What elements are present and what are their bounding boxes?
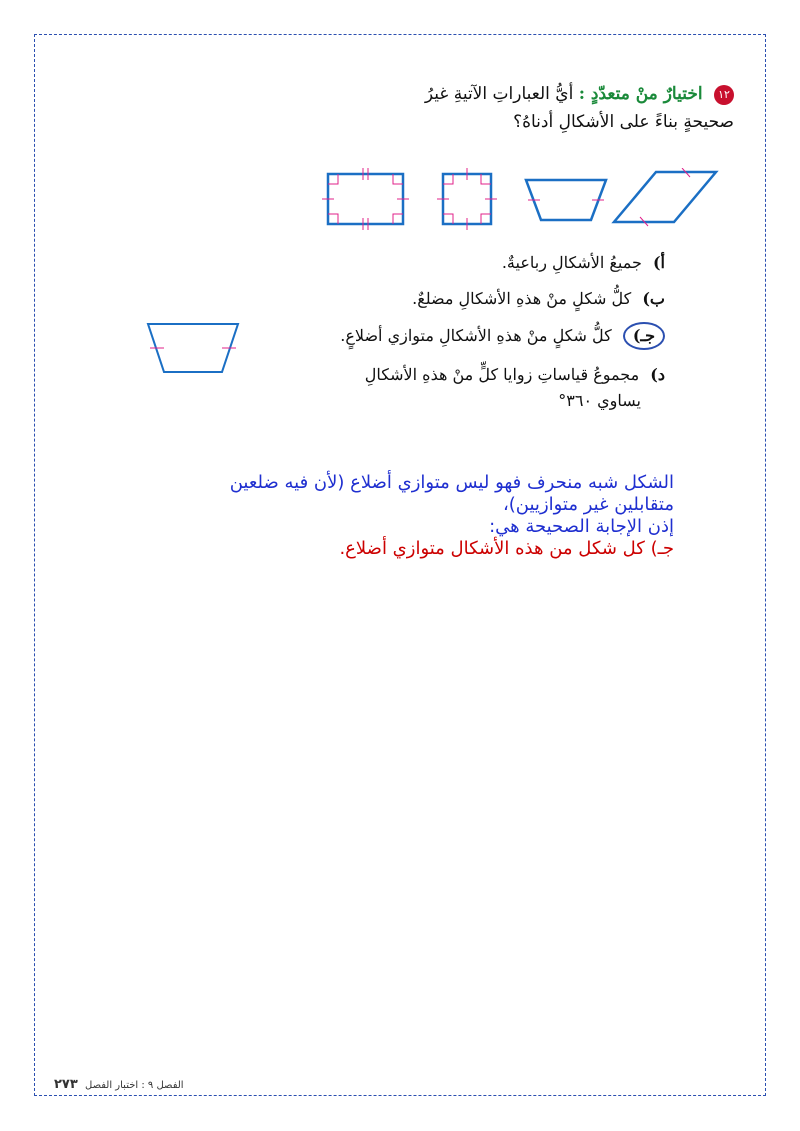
footer-text: الفصل ٩ : اختبار الفصل	[85, 1080, 184, 1091]
option-d	[365, 362, 665, 414]
option-a-letter: أ)	[652, 253, 665, 272]
question-line-1	[134, 80, 734, 108]
question-number-badge: ١٢	[714, 85, 734, 105]
shapes-figure	[320, 168, 720, 238]
parallelogram-shape	[614, 168, 716, 226]
option-b	[412, 286, 665, 312]
option-c-text: كلُّ شكلٍ منْ هذهِ الأشكالِ متوازي أضلاعٍ.	[340, 326, 612, 345]
rectangle-shape	[322, 168, 409, 230]
trapezoid-shape	[526, 180, 606, 220]
answer-line-3: إذن الإجابة الصحيحة هي:	[489, 516, 674, 537]
square-shape	[437, 168, 497, 230]
question-block	[134, 80, 734, 136]
option-d-text-2: يساوي ٣٦٠°	[558, 391, 641, 410]
option-d-letter: د)	[650, 365, 665, 384]
question-text-1: أيُّ العباراتِ الآتيةِ غيرُ	[424, 84, 574, 104]
option-c	[340, 322, 665, 350]
option-a	[502, 250, 665, 276]
trapezoid-answer-figure	[140, 320, 245, 376]
option-d-text: مجموعُ قياساتِ زوايا كلٍّ منْ هذهِ الأشكالِ	[364, 365, 640, 384]
answer-block	[74, 472, 674, 560]
question-label: اختيارٌ منْ متعدّدٍ :	[578, 84, 703, 104]
page-number: ٢٧٣	[54, 1077, 78, 1092]
answer-line-4: جـ) كل شكل من هذه الأشكال متوازي أضلاع.	[339, 538, 674, 559]
answer-line-2: متقابلين غير متوازيين)،	[502, 494, 674, 515]
answer-line-1: الشكل شبه منحرف فهو ليس متوازي أضلاع (لأن فيه ضلعين	[229, 472, 674, 493]
option-b-text: كلُّ شكلٍ منْ هذهِ الأشكالِ مضلعٌ.	[412, 289, 632, 308]
option-a-text: جميعُ الأشكالِ رباعيةٌ.	[501, 253, 642, 272]
page-footer	[54, 1077, 184, 1092]
option-b-letter: ب)	[642, 289, 665, 308]
question-line-2: صحيحةٍ بناءً على الأشكالِ أدناهُ؟	[513, 112, 734, 132]
option-c-letter-circled: جـ)	[623, 322, 665, 350]
